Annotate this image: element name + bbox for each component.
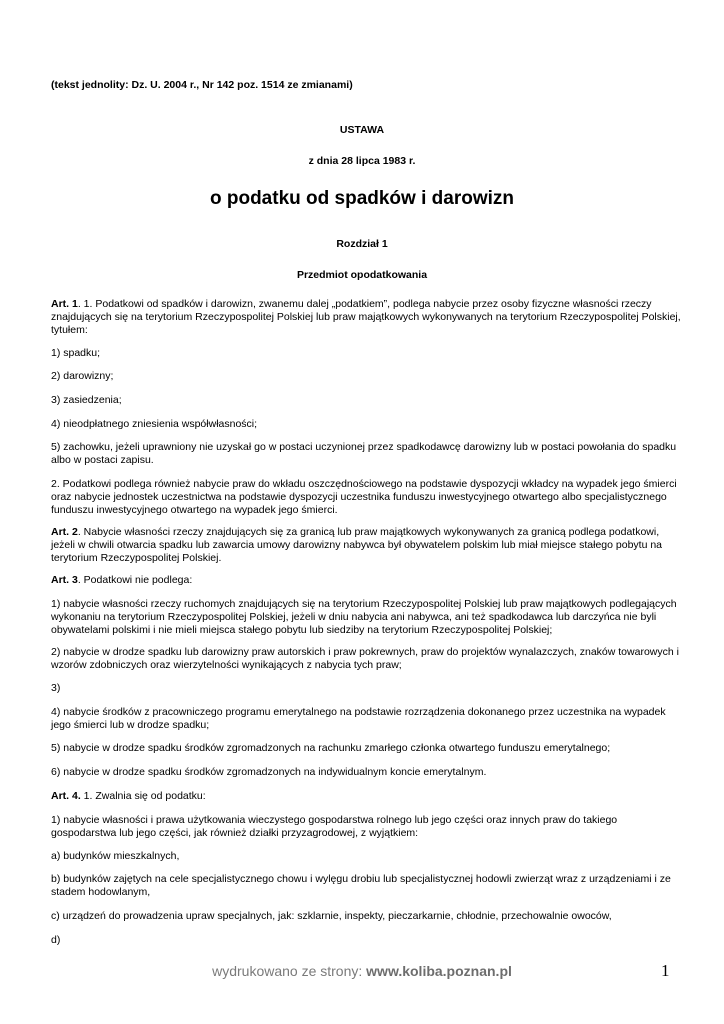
footer-site-link[interactable]: www.koliba.poznan.pl xyxy=(366,963,512,979)
list-item: 4) nieodpłatnego zniesienia współwłasności; xyxy=(51,418,258,430)
page-footer xyxy=(0,963,724,979)
art-1-paragraph-2: 2. Podatkowi podlega również nabycie praw do wkładu oszczędnościowego na podstawie dyspozycji wkładcy na wypadek jego śmierci oraz nabycie jednostek uczestnictwa na podstawie dyspozycji uczestnika funduszu inwestycyjnego otwartego albo specjalistycznego funduszu inwestycyjnego otwartego na wypadek jego śmierci. xyxy=(51,478,677,516)
list-item: a) budynków mieszkalnych, xyxy=(51,850,180,862)
list-item: 5) zachowku, jeżeli uprawniony nie uzyskał go w postaci uczynionej przez spadkodawcę darowizny lub w postaci powołania do spadku albo w postaci zapisu. xyxy=(51,441,677,466)
act-type: USTAWA xyxy=(339,124,385,136)
list-item: 2) nabycie w drodze spadku lub darowizny praw autorskich i praw pokrewnych, praw do projektów wynalazczych, znaków towarowych i wzorów zdobniczych oraz wierzytelności wynikających z nabycia tych praw; xyxy=(51,646,679,671)
art-3-paragraph xyxy=(51,574,681,587)
act-date: z dnia 28 lipca 1983 r. xyxy=(308,155,416,167)
list-item: 1) spadku; xyxy=(51,347,101,359)
list-item: d) xyxy=(51,934,61,946)
art-2-paragraph xyxy=(51,526,681,565)
act-title: o podatku od spadków i darowizn xyxy=(209,188,514,209)
list-item: 3) xyxy=(51,682,61,694)
article-text: . Nabycie własności rzeczy znajdujących się za granicą lub praw majątkowych wykonywanych za granicą podlega podatkowi, jeżeli w chwili otwarcia spadku lub zawarcia umowy darowizny nabywca był obywatelem polskim lub miał miejsce stałego pobytu na terytorium Rzeczypospolitej Polskiej. xyxy=(51,526,663,564)
article-text: 1. Zwalnia się od podatku: xyxy=(80,790,206,802)
list-item: b) budynków zajętych na cele specjalistycznego chowu i wylęgu drobiu lub specjalistycznej hodowli zwierząt wraz z urządzeniami i ze stadem hodowlanym, xyxy=(51,873,671,898)
art-4-paragraph xyxy=(51,790,681,803)
article-label: Art. 4. xyxy=(51,790,81,802)
list-item: 4) nabycie środków z pracowniczego programu emerytalnego na podstawie rozrządzenia dokonanego przez uczestnika na wypadek jego śmierci lub w drodze spadku; xyxy=(51,706,666,731)
article-label: Art. 2 xyxy=(51,526,78,538)
list-item: 3) zasiedzenia; xyxy=(51,394,122,406)
footer-printed-from: wydrukowano ze strony: xyxy=(212,963,367,979)
list-item: 1) nabycie własności rzeczy ruchomych znajdujących się na terytorium Rzeczypospolitej Polskiej lub praw majątkowych podlegających wykonaniu na terytorium Rzeczypospolitej Polskiej, jeżeli w dniu nabycia ani nabywca, ani też spadkodawca lub darczyńca nie byli obywatelami polskimi i nie mieli miejsca stałego pobytu lub siedziby na terytorium Rzeczypospolitej Polskiej; xyxy=(51,598,677,636)
page-number: 1 xyxy=(661,961,670,980)
article-label: Art. 1 xyxy=(51,298,78,310)
list-item: 6) nabycie w drodze spadku środków zgromadzonych na indywidualnym koncie emerytalnym. xyxy=(51,766,487,778)
consolidated-text-note: (tekst jednolity: Dz. U. 2004 r., Nr 142 poz. 1514 ze zmianami) xyxy=(51,79,353,91)
list-item: 5) nabycie w drodze spadku środków zgromadzonych na rachunku zmarłego członka otwartego funduszu emerytalnego; xyxy=(51,742,611,754)
chapter-name: Przedmiot opodatkowania xyxy=(296,269,428,281)
article-label: Art. 3 xyxy=(51,574,78,586)
article-text: . 1. Podatkowi od spadków i darowizn, zwanemu dalej „podatkiem”, podlega nabycie przez osoby fizyczne własności rzeczy znajdujących się na terytorium Rzeczypospolitej Polskiej lub praw majątkowych wykonywanych na terytorium Rzeczypospolitej Polskiej, tytułem: xyxy=(51,298,681,336)
list-item: c) urządzeń do prowadzenia upraw specjalnych, jak: szklarnie, inspekty, pieczarkarnie, chłodnie, przechowalnie owoców, xyxy=(51,910,612,922)
article-text: . Podatkowi nie podlega: xyxy=(77,574,193,586)
list-item: 1) nabycie własności i prawa użytkowania wieczystego gospodarstwa rolnego lub jego części oraz innych praw do takiego gospodarstwa lub jego części, jak również działki przyzagrodowej, z wyjątkiem: xyxy=(51,814,618,839)
chapter-number: Rozdział 1 xyxy=(336,238,388,250)
art-1-paragraph xyxy=(51,298,681,337)
list-item: 2) darowizny; xyxy=(51,370,114,382)
